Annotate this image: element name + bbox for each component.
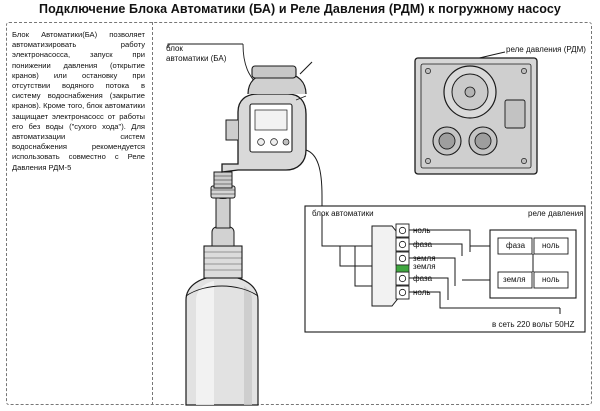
wiring-panel xyxy=(305,206,585,332)
terminal-label-faza-2: фаза xyxy=(413,274,433,283)
rdm-label-nol-2: ноль xyxy=(542,275,560,284)
rdm-label-faza-1: фаза xyxy=(506,241,526,250)
terminal-label-nol-2: ноль xyxy=(413,288,431,297)
pressure-switch-device xyxy=(415,58,537,174)
page-title: Подключение Блока Автоматики (БА) и Реле Давления (РДМ) к погружному насосу xyxy=(39,2,561,16)
terminal-label-faza-1: фаза xyxy=(413,240,433,249)
ba-wiring-label: блок автоматики xyxy=(312,209,374,218)
rdm-wiring-label: реле давления xyxy=(528,209,584,218)
mains-label: в сеть 220 вольт 50HZ xyxy=(492,320,575,329)
terminal-label-zemlya-2: земля xyxy=(413,262,436,271)
description-paragraph: Блок Автоматики(БА) позволяет автоматизировать работу электронасосса, запуск при понижении давления (открытие кранов) или остановку при отсутствии водяного потока в систему водоснабжения (закрытие кранов). Кроме того, блок автоматики защищает электронасосс от работы его без воды ("сухого хода"). Для автоматизации систем водоснабжения рекомендуется использовать совместно с Реле Давления РДМ-5 xyxy=(12,30,145,172)
rdm-top-label: реле давления (РДМ) xyxy=(506,45,586,54)
terminal-label-zemlya-1: земля xyxy=(413,254,436,263)
rdm-label-nol-1: ноль xyxy=(542,241,560,250)
ba-top-label: блок автоматики (БА) xyxy=(166,44,227,63)
submersible-pump xyxy=(186,186,258,405)
terminal-label-nol-1: ноль xyxy=(413,226,431,235)
rdm-label-zemlya-2: земля xyxy=(503,275,526,284)
